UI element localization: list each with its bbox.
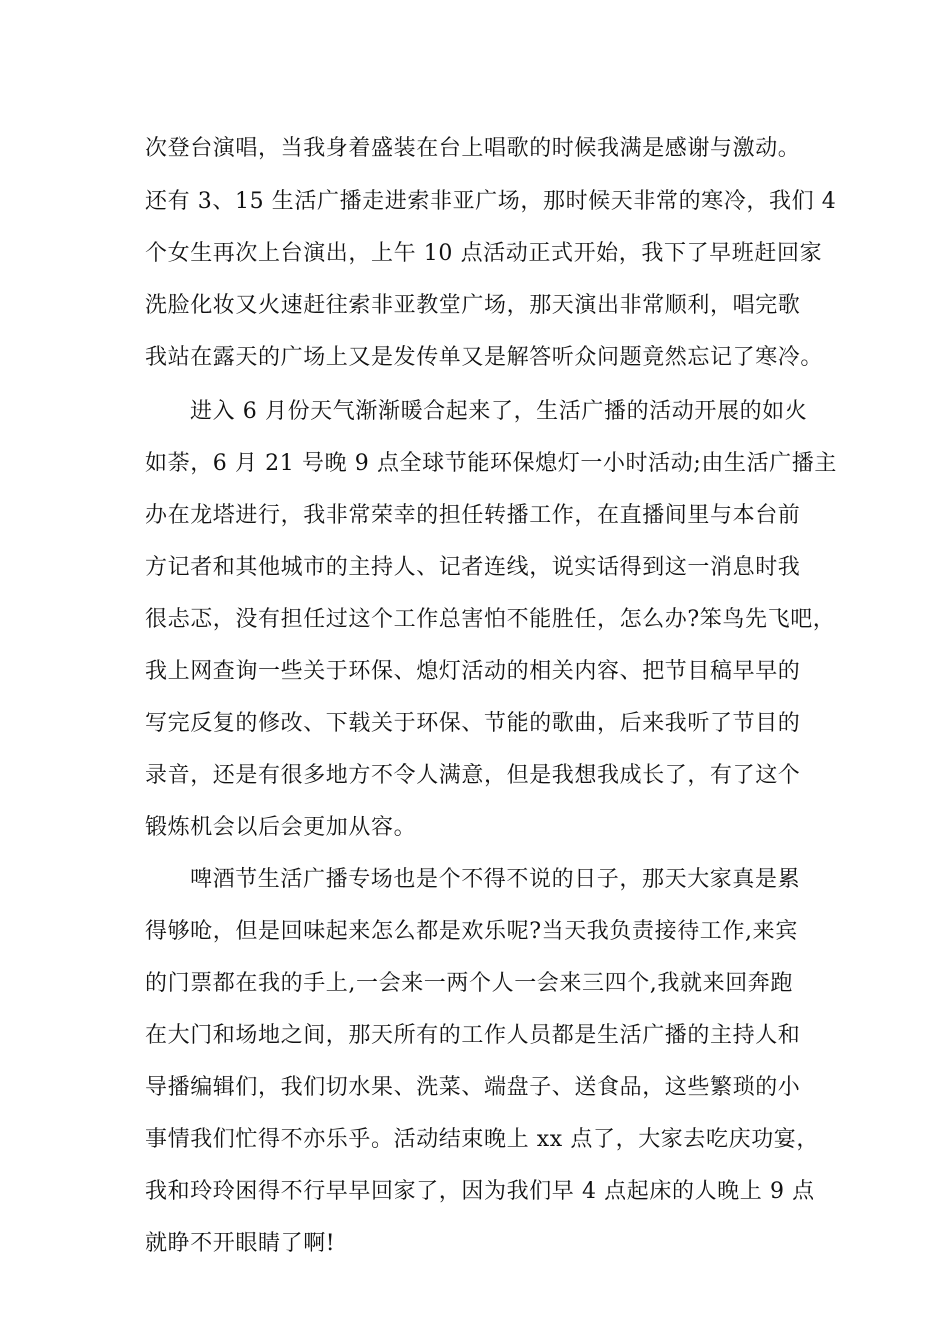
text-line-21: 我和玲玲困得不行早早回家了，因为我们早 4 点起床的人晚上 9 点 xyxy=(145,1179,815,1204)
text-line-8: 办在龙塔进行，我非常荣幸的担任转播工作，在直播间里与本台前 xyxy=(145,503,801,528)
text-line-9: 方记者和其他城市的主持人、记者连线，说实话得到这一消息时我 xyxy=(145,555,801,580)
text-line-5: 我站在露天的广场上又是发传单又是解答听众问题竟然忘记了寒冷。 xyxy=(145,345,824,370)
text-line-4: 洗脸化妆又火速赶往索非亚教堂广场，那天演出非常顺利，唱完歌 xyxy=(145,293,801,318)
text-line-14: 锻炼机会以后会更加从容。 xyxy=(145,815,417,840)
text-line-17: 的门票都在我的手上,一会来一两个人一会来三四个,我就来回奔跑 xyxy=(145,971,793,996)
text-line-18: 在大门和场地之间，那天所有的工作人员都是生活广播的主持人和 xyxy=(145,1023,801,1048)
text-line-3: 个女生再次上台演出，上午 10 点活动正式开始，我下了早班赶回家 xyxy=(145,241,823,266)
text-line-16: 得够呛，但是回味起来怎么都是欢乐呢?当天我负责接待工作,来宾 xyxy=(145,919,798,944)
text-line-13: 录音，还是有很多地方不令人满意，但是我想我成长了，有了这个 xyxy=(145,763,801,788)
text-line-10: 很忐忑，没有担任过这个工作总害怕不能胜任，怎么办?笨鸟先飞吧， xyxy=(145,607,836,632)
text-line-22: 就睁不开眼睛了啊! xyxy=(145,1231,336,1256)
text-line-20: 事情我们忙得不亦乐乎。活动结束晚上 xx 点了，大家去吃庆功宴， xyxy=(145,1127,820,1152)
text-line-19: 导播编辑们，我们切水果、洗菜、端盘子、送食品，这些繁琐的小 xyxy=(145,1075,801,1100)
text-line-2: 还有 3、15 生活广播走进索非亚广场，那时候天非常的寒冷，我们 4 xyxy=(145,189,837,214)
paragraph-start-line: 进入 6 月份天气渐渐暖合起来了，生活广播的活动开展的如火 xyxy=(190,399,808,424)
text-line-1: 次登台演唱，当我身着盛装在台上唱歌的时候我满是感谢与激动。 xyxy=(145,136,801,161)
text-line-11: 我上网查询一些关于环保、熄灯活动的相关内容、把节目稿早早的 xyxy=(145,659,801,684)
text-line-12: 写完反复的修改、下载关于环保、节能的歌曲，后来我听了节目的 xyxy=(145,711,801,736)
text-line-7: 如荼，6 月 21 号晚 9 点全球节能环保熄灯一小时活动;由生活广播主 xyxy=(145,451,837,476)
paragraph-start-line: 啤酒节生活广播专场也是个不得不说的日子，那天大家真是累 xyxy=(190,867,801,892)
